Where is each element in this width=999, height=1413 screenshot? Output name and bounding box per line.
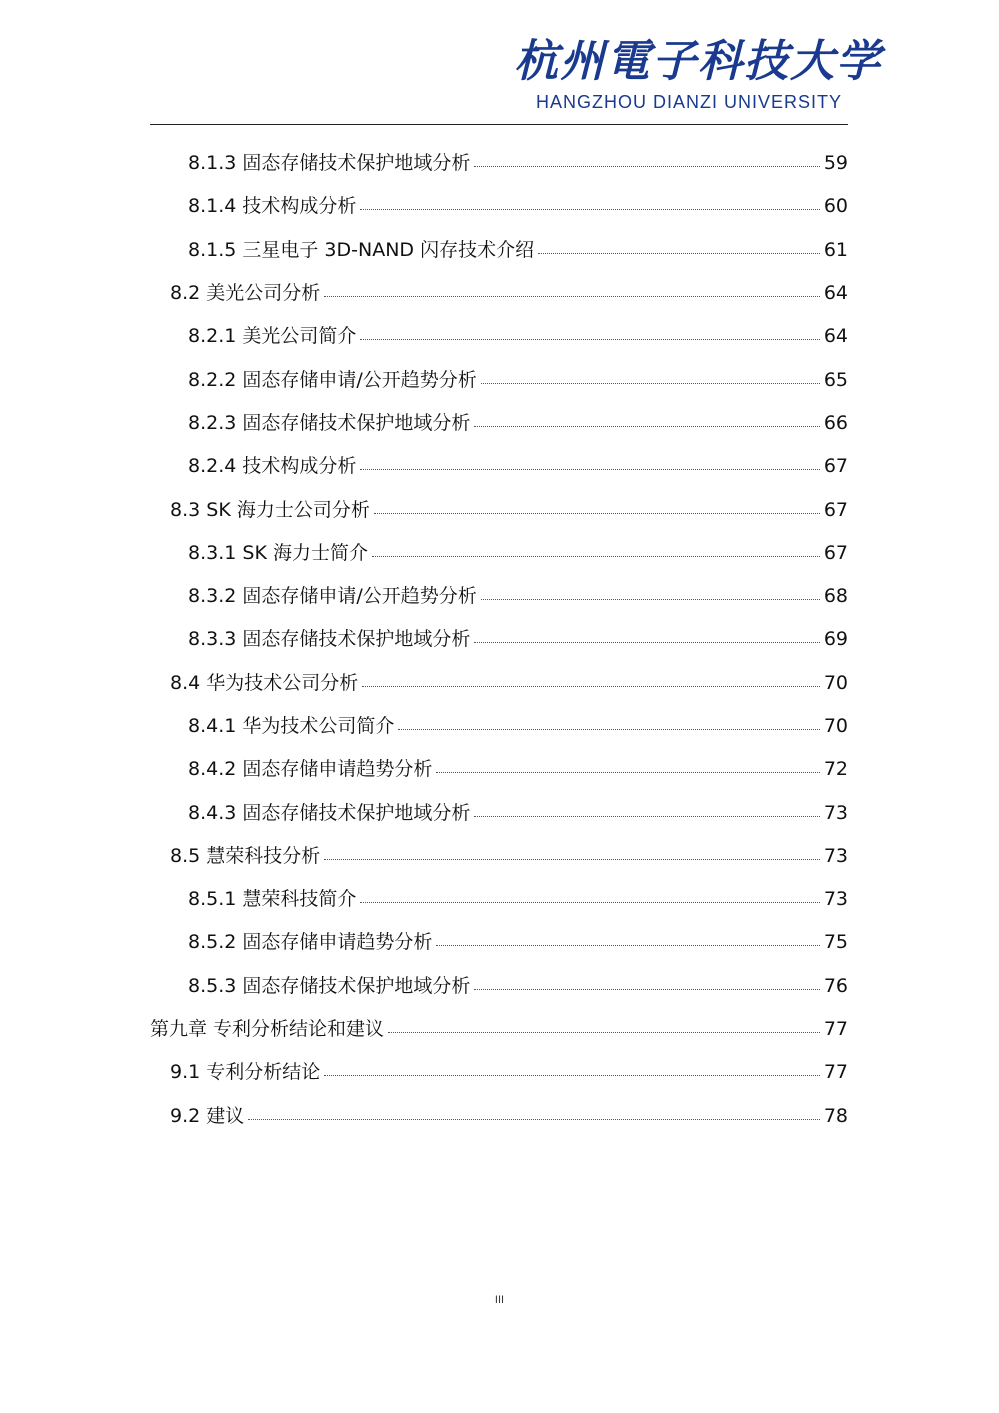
toc-entry[interactable]: [150, 272, 848, 315]
toc-dot-leader: [474, 989, 819, 990]
toc-entry-title: 8.2.2 固态存储申请/公开趋势分析: [188, 368, 477, 391]
toc-entry-title: 8.4.1 华为技术公司简介: [188, 715, 395, 737]
toc-dot-leader: [324, 296, 820, 297]
toc-dot-leader: [372, 556, 820, 557]
toc-entry-title: 8.2.4 技术构成分析: [188, 455, 357, 478]
toc-entry-page: 77: [823, 1061, 848, 1084]
toc-entry-page: 70: [823, 715, 848, 737]
toc-dot-leader: [474, 642, 819, 643]
toc-entry-title: 8.1.3 固态存储技术保护地域分析: [188, 152, 471, 175]
toc-entry-title: 8.5.2 固态存储申请趋势分析: [188, 931, 433, 954]
toc-entry[interactable]: [150, 445, 848, 488]
university-name-english: HANGZHOU DIANZI UNIVERSITY: [535, 92, 842, 112]
university-logo: [514, 36, 882, 116]
toc-entry[interactable]: [150, 402, 848, 445]
toc-entry[interactable]: [150, 1051, 848, 1094]
toc-dot-leader: [474, 426, 819, 427]
toc-dot-leader: [324, 859, 820, 860]
toc-entry-page: 68: [823, 585, 848, 608]
toc-entry[interactable]: [150, 229, 848, 272]
toc-dot-leader: [360, 209, 819, 210]
toc-entry-title: 8.2 美光公司分析: [170, 282, 321, 305]
toc-entry-page: 64: [823, 325, 848, 348]
toc-entry-page: 67: [823, 541, 848, 564]
toc-entry-title: 8.1.4 技术构成分析: [188, 195, 357, 218]
toc-entry-page: 73: [823, 888, 848, 911]
toc-entry[interactable]: [150, 315, 848, 358]
toc-entry-page: 65: [823, 368, 848, 391]
toc-entry-page: 76: [823, 974, 848, 997]
toc-entry-title: 第九章 专利分析结论和建议: [150, 1018, 385, 1041]
toc-entry-title: 8.2.1 美光公司简介: [188, 325, 357, 348]
toc-entry-page: 64: [823, 282, 848, 305]
toc-dot-leader: [436, 945, 819, 946]
toc-entry-page: 77: [823, 1018, 848, 1041]
toc-entry-title: 8.4 华为技术公司分析: [170, 671, 359, 694]
toc-entry[interactable]: [150, 185, 848, 228]
toc-entry-page: 67: [823, 498, 848, 521]
toc-entry-title: 8.5 慧荣科技分析: [170, 844, 321, 867]
toc-entry[interactable]: [150, 532, 848, 575]
toc-dot-leader: [360, 902, 819, 903]
toc-entry-page: 59: [823, 152, 848, 175]
page-number: III: [494, 1294, 505, 1306]
toc-dot-leader: [474, 166, 819, 167]
toc-entry[interactable]: [150, 662, 848, 705]
toc-dot-leader: [474, 816, 819, 817]
toc-entry[interactable]: [150, 1008, 848, 1051]
toc-entry-page: 72: [823, 758, 848, 781]
toc-dot-leader: [388, 1032, 820, 1033]
header-divider: [150, 124, 848, 125]
toc-dot-leader: [436, 772, 819, 773]
toc-entry-page: 75: [823, 931, 848, 954]
toc-entry-page: 70: [823, 671, 848, 694]
toc-dot-leader: [362, 686, 820, 687]
toc-entry[interactable]: [150, 878, 848, 921]
toc-entry[interactable]: [150, 142, 848, 185]
toc-entry-page: 73: [823, 844, 848, 867]
toc-entry[interactable]: [150, 488, 848, 531]
toc-entry[interactable]: [150, 921, 848, 964]
toc-dot-leader: [398, 729, 819, 730]
toc-entry[interactable]: [150, 965, 848, 1008]
toc-dot-leader: [374, 513, 820, 514]
toc-entry[interactable]: [150, 358, 848, 401]
toc-entry-title: 9.1 专利分析结论: [170, 1061, 321, 1084]
toc-entry-title: 8.3.2 固态存储申请/公开趋势分析: [188, 585, 477, 608]
toc-entry-title: 8.5.3 固态存储技术保护地域分析: [188, 974, 471, 997]
toc-entry-page: 67: [823, 455, 848, 478]
toc-entry-title: 8.3 SK 海力士公司分析: [170, 498, 370, 521]
toc-entry-title: 8.2.3 固态存储技术保护地域分析: [188, 411, 471, 434]
toc-dot-leader: [248, 1119, 820, 1120]
toc-entry-page: 60: [823, 195, 848, 218]
toc-dot-leader: [538, 253, 820, 254]
toc-entry[interactable]: [150, 835, 848, 878]
toc-entry-page: 78: [823, 1104, 848, 1127]
toc-dot-leader: [481, 599, 820, 600]
toc-entry[interactable]: [150, 748, 848, 791]
toc-entry-page: 69: [823, 628, 848, 651]
toc-entry-page: 73: [823, 801, 848, 824]
toc-entry-title: 8.3.3 固态存储技术保护地域分析: [188, 628, 471, 651]
toc-entry-title: 9.2 建议: [170, 1104, 245, 1127]
toc-entry-title: 8.4.2 固态存储申请趋势分析: [188, 758, 433, 781]
university-name-chinese: 杭州電子科技大学: [514, 36, 882, 87]
toc-entry-title: 8.3.1 SK 海力士简介: [188, 541, 368, 564]
toc-entry-title: 8.5.1 慧荣科技简介: [188, 888, 357, 911]
toc-entry[interactable]: [150, 791, 848, 834]
toc-entry-page: 66: [823, 411, 848, 434]
toc-dot-leader: [360, 469, 819, 470]
toc-entry-page: 61: [823, 238, 848, 261]
toc-entry[interactable]: [150, 575, 848, 618]
toc-dot-leader: [324, 1075, 820, 1076]
toc-entry[interactable]: [150, 705, 848, 748]
toc-entry[interactable]: [150, 1095, 848, 1138]
table-of-contents: [150, 142, 848, 1138]
toc-entry[interactable]: [150, 618, 848, 661]
toc-dot-leader: [360, 339, 819, 340]
toc-entry-title: 8.1.5 三星电子 3D-NAND 闪存技术介绍: [188, 238, 535, 261]
toc-entry-title: 8.4.3 固态存储技术保护地域分析: [188, 801, 471, 824]
toc-dot-leader: [481, 383, 820, 384]
